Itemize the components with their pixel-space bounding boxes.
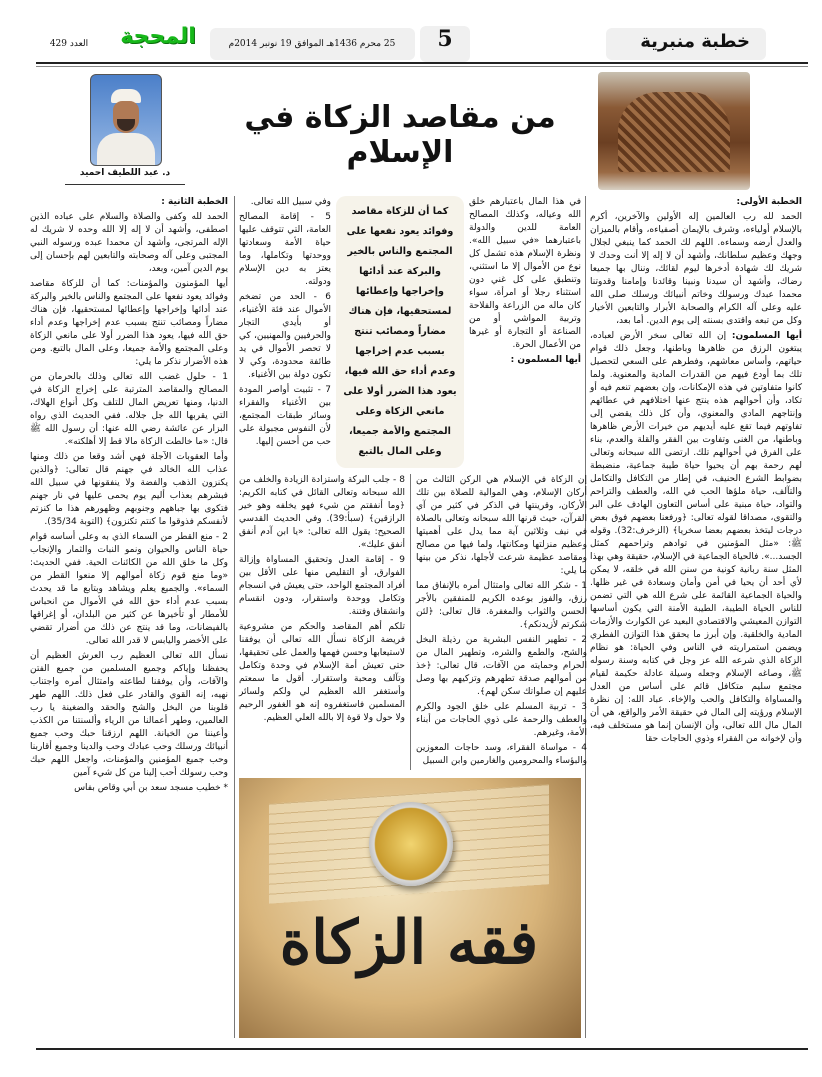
paragraph: وأما العقوبات الآجلة فهي أشد وقعا من ذلك ومنها عذاب الله الخالد في جهنم قال تعالى: ﴿والذين يكنزون الذهب والفضة ولا ينفقونها في سبيل الله فبشرهم بعذاب أليم يوم يحمى عليها في نار جهنم فتكوى بها جباههم وجنوبهم وظهورهم هذا ما كنزتم لأنفسكم فذوقوا ما كنتم تكنزون﴾ (التوبة 35/34). (30, 452, 228, 527)
column-divider (410, 474, 411, 770)
paragraph: في هذا المال باعتبارهم خلق الله وعياله، وكذلك المصالح العامة للدين والدولة باعتبارهما «في سبيل الله». ونظرة الإسلام هذه تشمل كل نوع من الأموال إلا ما استثني، وتنطبق على كل غني دون استثناء رجلا أو امرأة، سواء كان ماله من الزراعة والفلاحة وتربية المواشي أو من الصناعة أو التجارة أو غيرها من الأعمال الحرة. (469, 197, 581, 350)
author-rule (65, 184, 185, 185)
page-top (0, 0, 822, 196)
carved-minbar-photo (598, 72, 750, 190)
paragraph: أيها المؤمنون والمؤمنات: كما أن للزكاة مقاصد وفوائد يعود نفعها على المجتمع والناس بالخير والبركة عند أدائها وإخراجها وإعطائها لمستحقيها، فإن هناك مضاراً ومصائب تنتج بسبب عدم إخراجها وعدم أداء حق الله فيها، يعود هذا الضرر أولا على مانعي الزكاة وعلى المجتمع والأمة جميعا، وعلى المال بالتبع. ومن هذه الأضرار نذكر ما يلي: (30, 279, 228, 367)
column-middle-upper (469, 196, 581, 369)
header-rule-thin (36, 66, 808, 67)
paragraph: 6 - الحد من تضخم الأموال عند فئة الأغنياء، أو بأيدي التجار والحرفيين والمهنيين، كي لا تحصر الأموال في يد طائفة محدودة، وكي لا تكون دولة بين الأغنياء. (239, 292, 331, 380)
fiqh-zakat-photo (239, 778, 581, 1038)
pull-quote: كما أن للزكاة مقاصد وفوائد يعود نفعها على المجتمع والناس بالخير والبركة عند أدائها وإخراجها وإعطائها لمستحقيها، فإن هناك مضاراً ومصائب تنتج بسبب عدم إخراجها وعدم أداء حق الله فيها، يعود هذا الضرر أولا على مانعي الزكاة وعلى المجتمع والأمة جميعا، وعلى المال بالتبع (343, 206, 457, 457)
book-title-calligraphy: فقه الزكاة (279, 908, 539, 978)
column-right (590, 196, 802, 748)
paragraph: 1 - شكر الله تعالى وامتثال أمره بالإنفاق مما رزق، والفوز بوعده الكريم للمنفقين بالأجر الحسن والثواب والمغفرة. قال تعالى: ﴿لئن شكرتم لأزيدنكم﴾. (416, 581, 587, 630)
pull-quote-box (336, 196, 464, 468)
paragraph: تلكم أهم المقاصد والحكم من مشروعية فريضة الزكاة نسأل الله تعالى أن يوفقنا لاستيعابها وحسن فهمها والعمل على تحقيقها، حتى تعيش أمة الإسلام في وحدة وتكامل وتآلف ومحبة واستقرار. أقول ما سمعتم وأستغفر الله العظيم لي ولكم ولسائر المسلمين فاستغفروه إنه هو الغفور الرحيم ولا حول ولا قوة إلا بالله العلي العظيم. (239, 622, 405, 723)
paragraph: 2 - تطهير النفس البشرية من رذيلة البخل والشح، والطمع والشره، وتطهير المال من الحرام وحمايته من الآفات، قال تعالى: ﴿خذ من أموالهم صدقة تطهرهم وتزكيهم بها وصل عليهم إن صلواتك سكن لهم﴾. (416, 635, 587, 697)
paragraph: 3 - تربية المسلم على خلق الجود والكرم والعطف والرحمة على ذوي الحاجات من أبناء الأمة، وغيرهم. (416, 702, 587, 738)
paragraph: 1 - حلول غضب الله تعالى وذلك بالحرمان من المصالح والمقاصد المترتبة على إخراج الزكاة في الدنيا، ومنها تعريض المال للتلف وكل أنواع الهلاك، التي يقربها الله جل جلاله. ففي الحديث الذي رواه البزار عن عائشة رضي الله عنها: أن رسول الله ﷺ قال: «ما خالطت الزكاة مالا قط إلا أهلكته». (30, 372, 228, 447)
column-third-upper (239, 196, 331, 451)
paragraph: الحمد لله رب العالمين إله الأولين والآخرين، أكرم بالإسلام أولياءه، وشرف بالإيمان أصفياءه، وأقام بالميزان والعدل أرضه وسماءه. اللهم لك الحمد كما ينبغي لجلال وجهك وعظيم سلطانك، وأشهد أن لا إله إلا أنت وحدك لا شريك لك شهادة أدخرها ليوم لقائك، وننال بها جميعا رضاك، وأشهد أن سيدنا ونبينا وقائدنا وإمامنا وقدوتنا محمدا عبدك ورسولك وخاتم أنبيائك ورسلك صلى الله عليه وعلى آله الكرام والصحابة الأبرار والتابعين الأخيار وكل من تبعه واقتدى بسنته إلى يوم الدين. أما بعد، (590, 212, 802, 326)
middle-upper-row (239, 196, 581, 468)
paragraph: إن الزكاة في الإسلام هي الركن الثالث من أركان الإسلام، وهي الموالية للصلاة بين تلك الأركان، وقرينتها في الذكر في كثير من آي القرآن، حيث قرنها الله سبحانه وتعالى بالصلاة في نيف وثلاثين آية مما يدل على أهميتها وعظيم منزلتها ومكانتها، ولما فيها من مصالح ومقاصد عظيمة شرعت لأجلها، نذكر من بينها ما يلي: (416, 475, 587, 576)
author-photo (90, 74, 162, 166)
column-third-lower (239, 474, 405, 727)
paragraph: وفي سبيل الله تعالى. (250, 197, 331, 207)
first-sermon-heading: الخطبة الأولى: (736, 197, 802, 207)
paragraph: 9 - إقامة العدل وتحقيق المساواة وإزالة الفوارق، أو التقليص منها على الأقل بين أفراد المجتمع الواحد، حتى يعيش في انسجام وتكامل ووحدة واستقرار، ودون انقسام وانشقاق وفتنة. (239, 555, 405, 617)
column-middle-lower (416, 474, 587, 770)
column-left (30, 196, 228, 797)
paragraph: 7 - تثبيت أواصر المودة بين الأغنياء والفقراء وسائر طبقات المجتمع، لأن النفوس مجبولة على حب من أحسن إليها. (239, 385, 331, 447)
paragraph: إن الله تعالى سخر الأرض لعباده، يبتغون الرزق من ظاهرها وباطنها، وجعل ذلك قوام حياتهم، وأساس معاشهم، وفطرهم على السعي لتحصيل تلك بما أودع فيهم من القدرات المادية والمعنوية. ولما كانوا متفاوتين في هذه الإمكانات، وإن بعضهم تنعم فيه أو تكاد، وأن أحوالهم هذه ينتج عنها اختلافهم في عطائهم وإنتاجهم المادي والمعنوي، وأن كل ذلك يقضي إلى تفاوتهم فيما تقع عليه أيديهم من خيرات الأرض ظاهرها وباطنها، من الغنى وتفاوت بين الفقر والقلة والعدم، بناء على الفرق في أحوالهم تلك. ارتضى الله سبحانه وتعالى لهم رحمة بهم أن يحيوا حياة طيبة جماعية، منضبطة بضوابط الشرع الحنيف، في إطار من التكافل والتكامل والتآلف، حياة ملؤها الحب في الله، والعطف والتراحم والتواد، حياة مبنية على أساس التعاون الهادف على البر والتقوى، مصداقا لقوله تعالى: ﴿ورفعنا بعضهم فوق بعض درجات ليتخذ بعضهم بعضا سخريا﴾ (الزخرف:32). وقوله ﷺ: «مثل المؤمنين في توادهم وتراحمهم كمثل الجسد...». فالحياة الجماعية في الإسلام، حقيقة وهي بهذا المثل سنة ربانية كونية من سنن الله في خلقه، لا يمكن لأي أحد أن يحيا في أمن وأمان وسعادة في غير ظلها. والحياة الجماعية القائمة على شرع الله هي التي تضمن للناس الحياة الطيبة، الطيبة الأمنة التي يكون أساسها التوازن المعيشي والاقتصادي البعيد عن الكوارث والأزمات المادية والخلقية. وإن أبرز ما يحقق هذا التوازن الفطري ويضمن استمراريته في الناس وفي الحياة: هو نظام الزكاة الذي شرعه الله عز وجل في كتابه وسنة رسوله ﷺ، وصاغه الإسلام وجعله وسيلة عادلة حكيمة لقيام مجتمع سليم متكافل قائم على أساس من العدل والمساواة والتكافل والحب والإخاء. عباد الله: إن نظرة الإسلام ورؤيته إلى المال في حقيقة الأمر والواقع، هي أن المال مال الله تعالى، وأن الإنسان إنما هو مستخلف فيه، وأن لإخوانه من الفقراء وذوي الحاجات حقا (590, 331, 802, 744)
paragraph-lead: أيها المسلمون: (731, 331, 802, 341)
middle-lower-row (239, 474, 587, 770)
article-title: من مقاصد الزكاة في الإسلام (244, 100, 556, 170)
paragraph: نسأل الله تعالى العظيم رب العرش العظيم أن يحفظنا وإياكم وجميع المسلمين من جميع الفتن والآفات، وأن يوفقنا لطاعته وامتثال أمره واجتناب نهيه، إنه القوي والقادر على فعل ذلك. اللهم طهر قلوبنا من البخل والشح والحقد والضغينة يا رب العالمين، وطهر أعمالنا من الرياء وألسنتنا من الكذب وأعيننا من الخيانة. اللهم ارزقنا حبك وحب جميع أنبيائك ورسلك وحب عبادك وحب والدينا وجميع أقاربنا وحب جميع المؤمنين والمؤمنات، واجعل اللهم حبك وحب رسولك أحب إلينا من كل شيء آمين (30, 651, 228, 778)
footer-rule (36, 1048, 808, 1050)
issue-date: 25 محرم 1436هـ الموافق 19 نونبر 2014م (228, 39, 396, 49)
footnote: * خطيب مسجد سعد بن أبي وقاص بفاس (74, 783, 228, 793)
paragraph: 5 - إقامة المصالح العامة، التي تتوقف عليها حياة الأمة وسعادتها ووحدتها وتكاملها، وما يعتز به دين الإسلام ودولته. (239, 212, 331, 287)
paragraph: 4 - مواساة الفقراء، وسد حاجات المعوزين والبؤساء والمحرومين والغارمين وابن السبيل (416, 743, 587, 766)
page-number: 5 (437, 26, 453, 52)
second-sermon-heading: الخطبة الثانية : (161, 197, 228, 207)
paragraph-lead: أيها المسلمون : (510, 355, 581, 365)
paragraph: 8 - جلب البركة واستزادة الزيادة والخلف من الله سبحانه وتعالى القائل في كتابه الكريم: ﴿وما أنفقتم من شيء فهو يخلفه وهو خير الرازقين﴾ (سبأ:39). وفي الحديث القدسي الصحيح: يقول الله تعالى: «يا ابن آدم أنفق أنفق عليك». (239, 475, 405, 550)
middle-region (234, 196, 586, 1038)
header-rule (36, 62, 808, 64)
section-label: خطبة منبرية (640, 31, 750, 52)
author-name: د. عبد اللطيف احميد (79, 168, 171, 178)
paragraph: الحمد لله وكفى والصلاة والسلام على عباده الذين اصطفى، وأشهد أن لا إله إلا الله وحده لا شريك له الإله المرتجى، وأشهد أن محمدا عبده ورسوله النبي المجتبى وعلى آله وصحابته والتابعين لهم بإحسان إلى يوم الدين آمين، وبعد، (30, 212, 228, 274)
paragraph: 2 - منع القطر من السماء الذي به وعلى أساسه قوام حياة الناس والحيوان ونمو النبات والثمار والإنجاب وكل ما خلق الله من الكائنات الحية. ففي الحديث: «وما منع قوم زكاة أموالهم إلا منعوا القطر من السماء». والجميع يعلم ويشاهد وبتابع ما قد يحدث بسبب عدم أداء حق الله في الأموال من انحباس للأمطار أو تأخيرها عن كثير من البلدان، أو إغراقها بالفيضانات، وما قد ينتج عن ذلك من أضرار تقضي على الأخضر واليابس لا قدر الله تعالى. (30, 532, 228, 646)
newspaper-logo: المحجة (120, 24, 196, 49)
coin-image (369, 802, 453, 886)
issue-number: العدد 429 (49, 39, 89, 49)
article-body (0, 196, 822, 1038)
